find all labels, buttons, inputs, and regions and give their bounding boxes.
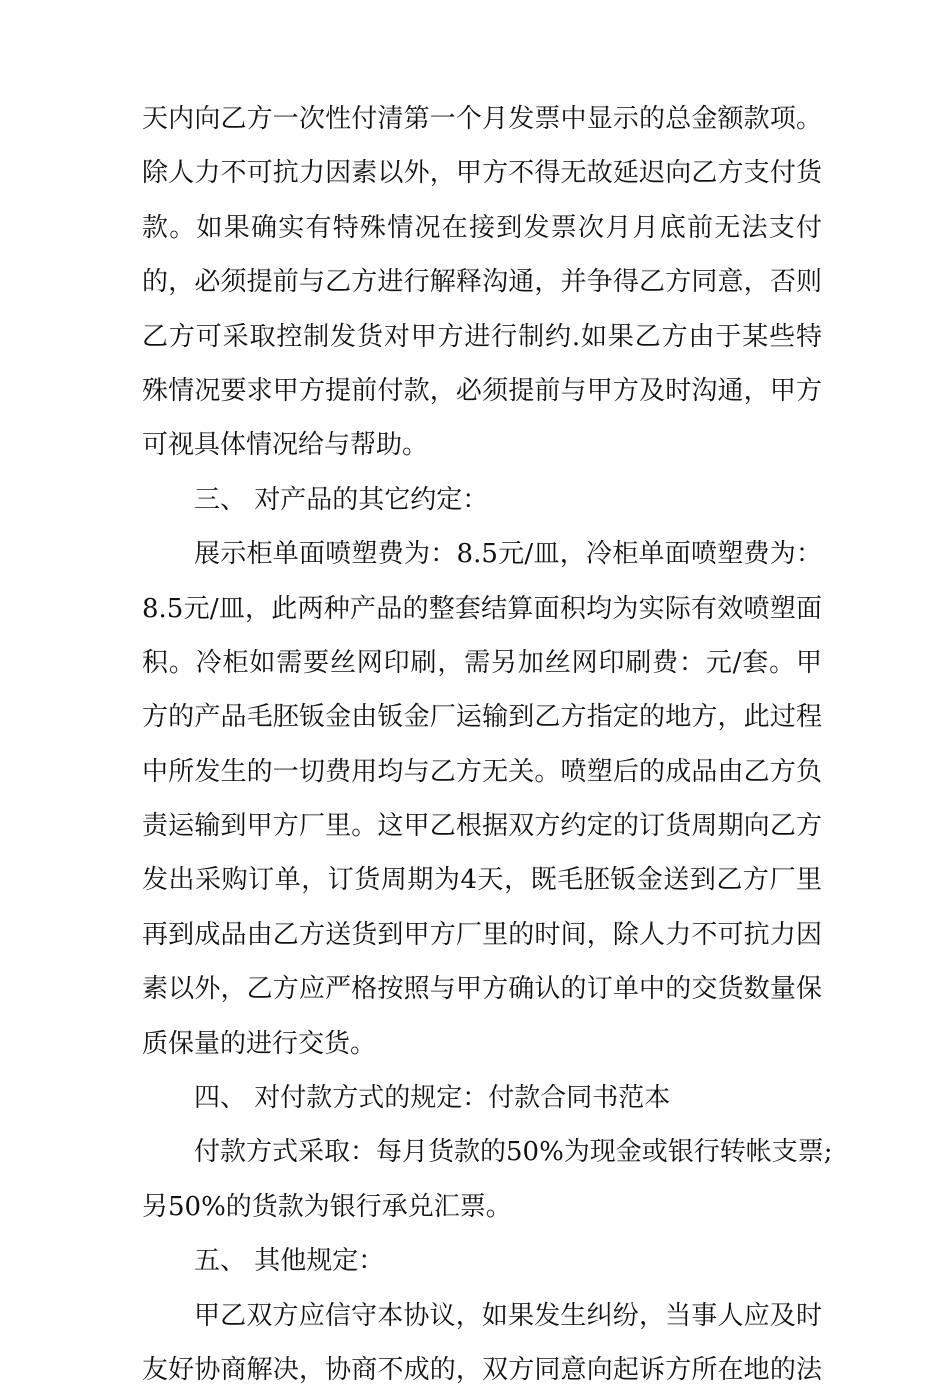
text-line: 天内向乙方一次性付清第一个月发票中显示的总金额款项。 [142,104,822,134]
text-line: 付款方式采取：每月货款的50%为现金或银行转帐支票; [194,1137,833,1168]
text-line: 再到成品由乙方送货到甲方厂里的时间，除人力不可抗力因 [142,919,822,950]
text-line: 除人力不可抗力因素以外，甲方不得无故延迟向乙方支付货 [142,158,822,189]
section-heading: 三、 对产品的其它约定： [194,484,489,515]
text-line: 友好协商解决，协商不成的，双方同意向起诉方所在地的法 [142,1354,822,1385]
text-line: 积。冷柜如需要丝网印刷，需另加丝网印刷费：元/套。甲 [142,647,822,678]
text-line: 甲乙双方应信守本协议，如果发生纠纷，当事人应及时 [194,1300,822,1331]
text-line: 款。如果确实有特殊情况在接到发票次月月底前无法支付 [142,212,822,243]
section-heading: 四、 对付款方式的规定：付款合同书范本 [194,1083,671,1114]
text-line: 乙方可采取控制发货对甲方进行制约.如果乙方由于某些特 [142,321,822,352]
text-line: 的，必须提前与乙方进行解释沟通，并争得乙方同意，否则 [142,267,822,298]
text-line: 殊情况要求甲方提前付款，必须提前与甲方及时沟通，甲方 [142,375,822,406]
text-line: 中所发生的一切费用均与乙方无关。喷塑后的成品由乙方负 [142,756,822,787]
text-line: 责运输到甲方厂里。这甲乙根据双方约定的订货周期向乙方 [142,811,822,842]
text-line: 8.5元/皿，此两种产品的整套结算面积均为实际有效喷塑面 [142,593,822,624]
document-body [142,92,833,1397]
section-heading: 五、 其他规定： [194,1246,385,1277]
text-line: 质保量的进行交货。 [142,1028,377,1059]
text-line: 发出采购订单，订货周期为4天，既毛胚钣金送到乙方厂里 [142,865,822,896]
text-line: 素以外，乙方应严格按照与甲方确认的订单中的交货数量保 [142,974,822,1005]
text-line: 另50%的货款为银行承兑汇票。 [142,1191,512,1222]
text-line: 方的产品毛胚钣金由钣金厂运输到乙方指定的地方，此过程 [142,702,822,733]
text-line: 展示柜单面喷塑费为：8.5元/皿，冷柜单面喷塑费为： [194,539,822,570]
text-line: 可视具体情况给与帮助。 [142,430,429,461]
